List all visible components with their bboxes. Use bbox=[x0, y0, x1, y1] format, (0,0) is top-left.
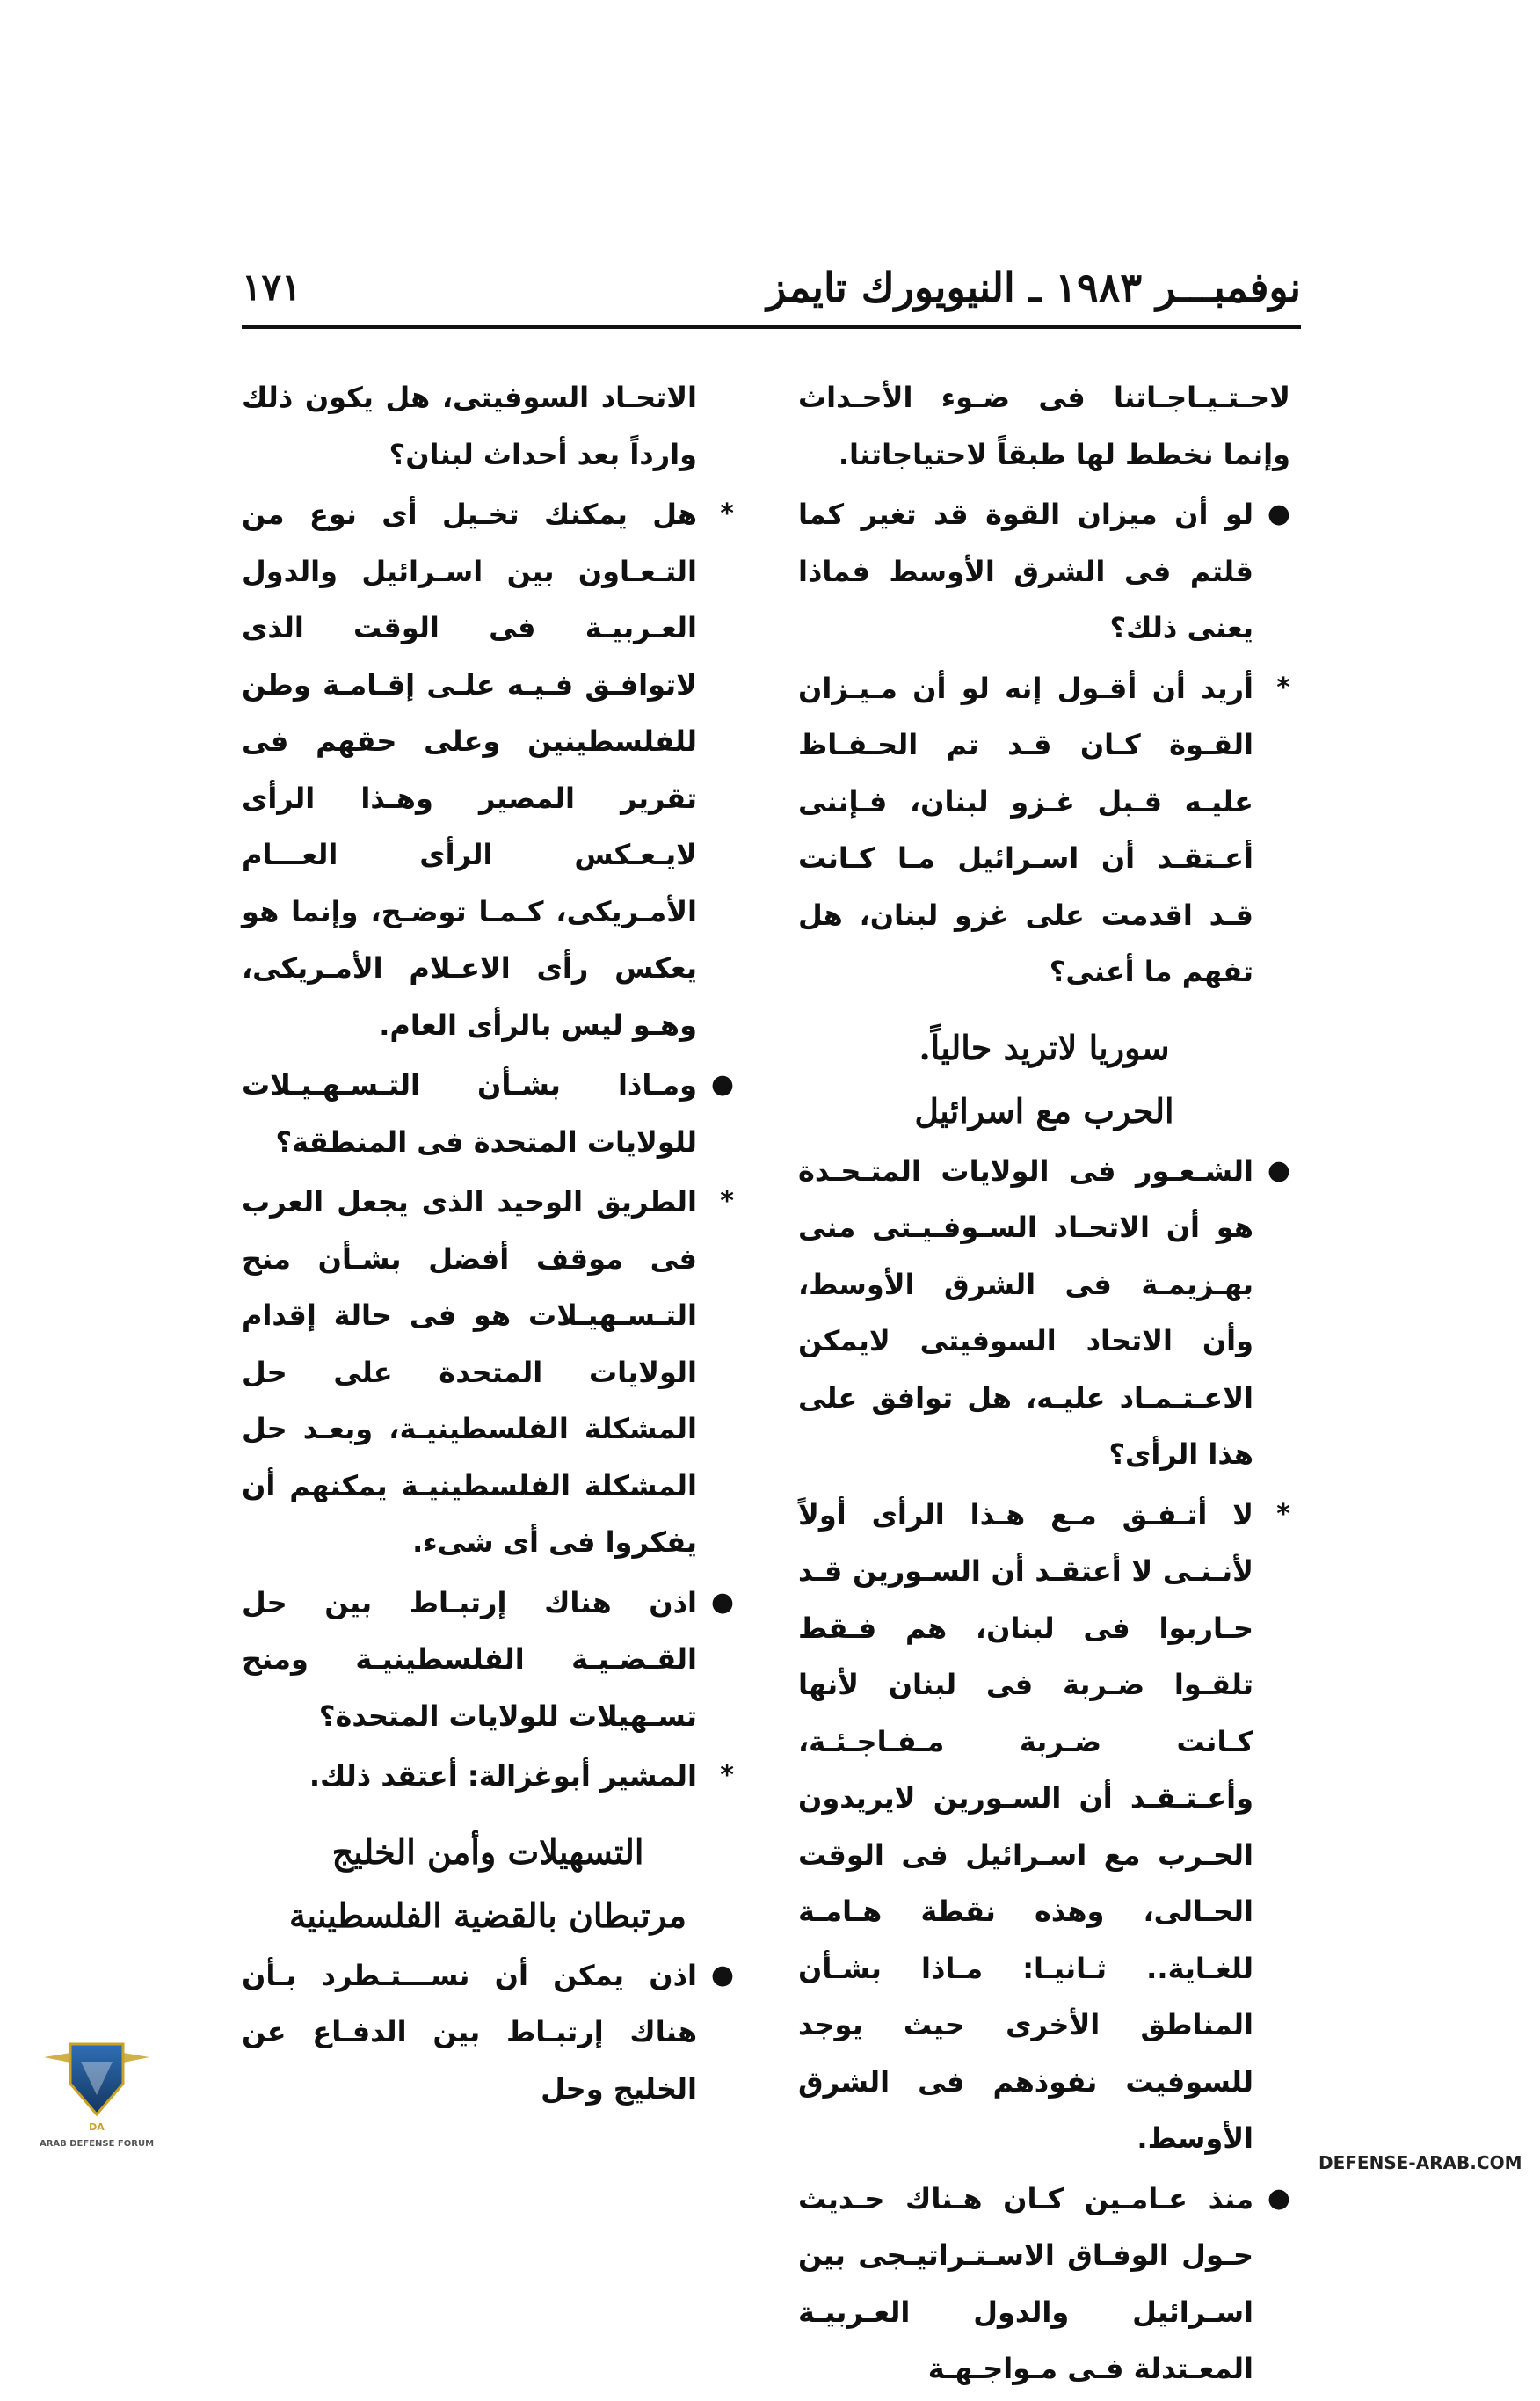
asterisk-icon: * bbox=[720, 498, 734, 529]
page-number: ١٧١ bbox=[242, 266, 301, 309]
answer-paragraph bbox=[242, 486, 734, 1053]
site-watermark: DEFENSE-ARAB.COM bbox=[1318, 2152, 1522, 2173]
answer-paragraph bbox=[242, 1174, 734, 1571]
question-text: الاتحـاد السوفيتى، هل يكون ذلك وارداً بعد أحداث لبنان؟ bbox=[242, 381, 697, 471]
question-paragraph bbox=[242, 1057, 734, 1170]
question-text: لو أن ميزان القوة قد تغير كما قلتم فى الشرق الأوسط فماذا يعنى ذلك؟ bbox=[798, 498, 1253, 644]
answer-paragraph bbox=[798, 660, 1290, 1000]
section-heading: مرتبطان بالقضية الفلسطينية bbox=[288, 1895, 686, 1935]
asterisk-icon: * bbox=[720, 1186, 734, 1217]
answer-paragraph bbox=[242, 1748, 734, 1805]
section-heading: التسهيلات وأمن الخليج bbox=[331, 1831, 644, 1872]
continuation-paragraph bbox=[242, 369, 734, 483]
section-heading: الحرب مع اسرائيل bbox=[914, 1090, 1174, 1131]
header-rule bbox=[242, 325, 1301, 329]
bullet-icon: ● bbox=[710, 1959, 734, 1990]
answer-paragraph bbox=[798, 1487, 1290, 2167]
question-text: منذ عـامـين كـان هـناك حـديث حـول الوفـاق الاسـتـراتيـجى بين اسـرائيل والدول العـربيـة المعـتدلة فـى مـواجـهـة bbox=[798, 2181, 1253, 2385]
answer-text: لا أتـفـق مـع هـذا الرأى أولاً لأنـنـى لا أعتقـد أن السـورين قـد حـاربوا فى لبنان، هم فـقط تلقـوا ضـربة فى لبنان لأنها كـانت ضـربة مـفـاجـئـة، وأعـتـقـد أن السـورين لايريدون الحـرب مع اسـرائيل فى الوقت الحـالى، وهذه نقطة هـامـة للغـاية.. ثـانيـا: مـاذا بشـأن المناطق الأخرى حيث يوجد للسوفيت نفوذهم فى الشرق الأوسط. bbox=[798, 1497, 1253, 2155]
question-paragraph bbox=[242, 1947, 734, 2118]
answer-text: هل يمكنك تخـيل أى نوع من التـعـاون بين اسـرائيل والدول العـربيـة فى الوقت الذى لاتوافـق فـيـه علـى إقـامـة وطن للفلسطينين وعلى حقهم فى تقرير المصير وهـذا الرأى لايـعـكس الرأى العـــام الأمـريكى، كـمـا توضـح، وإنما هو يعكس رأى الاعـلام الأمـريكى، وهـو ليس بالرأى العام. bbox=[242, 498, 697, 1042]
bullet-icon: ● bbox=[1267, 498, 1290, 529]
question-paragraph bbox=[242, 1575, 734, 1745]
answer-text: أريد أن أقـول إنه لو أن مـيـزان القـوة كـان قـد تم الحـفـاظ عليـه قـبل غـزو لبنان، فـإننى أعـتقـد أن اسـرائيل مـا كـانت قـد اقدمت على غزو لبنان، هل تفهم ما أعنى؟ bbox=[798, 671, 1253, 988]
bullet-icon: ● bbox=[1267, 1154, 1290, 1186]
bullet-icon: ● bbox=[1267, 2182, 1290, 2214]
page-header bbox=[242, 264, 1301, 332]
asterisk-icon: * bbox=[720, 1760, 734, 1791]
running-title: نوفمبـــر ١٩٨٣ ـ النيويورك تايمز bbox=[766, 264, 1301, 311]
asterisk-icon: * bbox=[1276, 1498, 1290, 1530]
answer-text: الطريق الوحيد الذى يجعل العرب فى موقف أفضل بشـأن منح التـسـهيـلات هو فى حالة إقدام الولايات المتحدة على حل المشكلة الفلسطينيـة، وبعـد حل المشكلة الفلسطينيـة يمكنهم أن يفكروا فى أى شىء. bbox=[242, 1185, 697, 1559]
left-column bbox=[242, 369, 734, 2121]
question-text: اذن هناك إرتبـاط بين حل القـضـيـة الفلسطينيـة ومنح تسـهيلات للولايات المتحدة؟ bbox=[242, 1585, 697, 1733]
question-paragraph bbox=[798, 1143, 1290, 1483]
forum-logo-icon bbox=[35, 2018, 158, 2167]
intro-paragraph: لاحـتـيـاجـاتنا فى ضـوء الأحـداث وإنما نخطط لها طبقاً لاحتياجاتنا. bbox=[798, 381, 1290, 471]
right-column bbox=[798, 369, 1290, 2401]
svg-text:DA: DA bbox=[89, 2121, 105, 2133]
bullet-icon: ● bbox=[710, 1586, 734, 1618]
question-text: الشـعـور فى الولايات المتـحـدة هو أن الاتحـاد السـوفـيـتى منى بهـزيمـة فى الشرق الأوسط، وأن الاتحاد السوفيتى لايمكن الاعـتـمـاد عليـه، هل توافق على هذا الرأى؟ bbox=[798, 1153, 1253, 1471]
section-heading: سوريا لاتريد حالياً. bbox=[919, 1027, 1170, 1067]
question-paragraph bbox=[798, 2171, 1290, 2397]
question-paragraph bbox=[798, 486, 1290, 657]
answer-text: المشير أبوغزالة: أعتقد ذلك. bbox=[309, 1759, 697, 1793]
question-text: ومـاذا بشـأن التـسـهـيـلات للولايات المتحدة فى المنطقة؟ bbox=[242, 1068, 697, 1159]
svg-text:ARAB DEFENSE FORUM: ARAB DEFENSE FORUM bbox=[39, 2139, 155, 2149]
question-text: اذن يمكن أن نســـتـطرد بـأن هناك إرتبـاط بين الدفـاع عن الخليج وحل bbox=[242, 1958, 697, 2106]
asterisk-icon: * bbox=[1276, 672, 1290, 703]
bullet-icon: ● bbox=[710, 1069, 734, 1100]
